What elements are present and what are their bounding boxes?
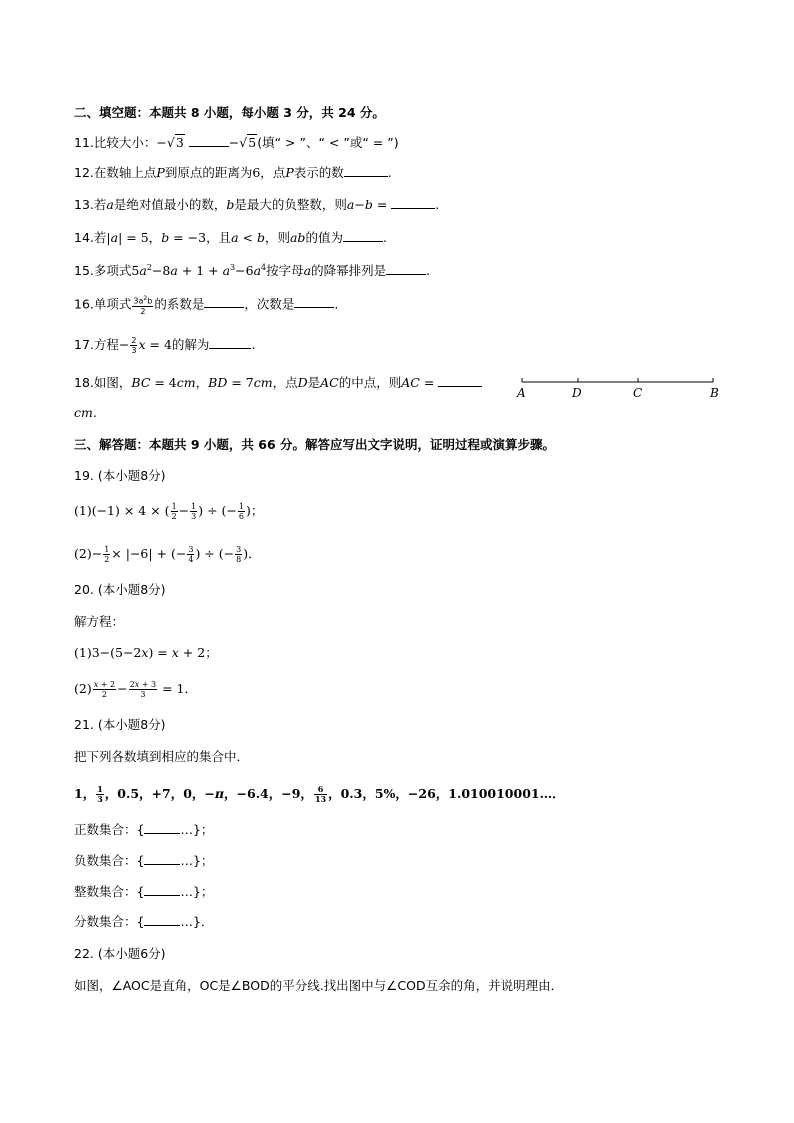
label-c: C <box>633 386 643 400</box>
fraction: $\frac{3}{8}$ <box>236 545 242 564</box>
answer-blank[interactable] <box>343 229 383 242</box>
question-17: 17.方程− $\frac{2}{3}$ x = 4的解为 . <box>74 336 256 355</box>
question-16: 16.单项式 $\frac{3a^2b}{2}$ 的系数是 ，次数是 . <box>74 295 339 316</box>
question-19-title: 19. (本小题8分) <box>74 468 166 483</box>
question-20-part-2: (2) $\frac{x + 2}{2}$ − $\frac{2x + 3}{3}$ = 1． <box>74 680 197 699</box>
fraction: $\frac{1}{2}$ <box>171 502 177 521</box>
fraction: $\frac{1}{3}$ <box>191 502 197 521</box>
answer-blank[interactable] <box>438 374 482 387</box>
fraction: $\frac{1}{3}$ <box>97 784 103 804</box>
question-20-part-1: (1)3−(5−2x) = x + 2； <box>74 645 218 660</box>
set-fraction: 分数集合：{ …}． <box>74 914 214 929</box>
question-20-title: 20. (本小题8分) <box>74 582 166 597</box>
set-negative: 负数集合：{ …}； <box>74 853 214 868</box>
question-21-numbers: 1， $\frac{1}{3}$ ，0.5，+7，0，−π，−6.4，−9， $\frac{6}{13}$ ，0.3，5%，−26，1.010010001…． <box>74 784 565 804</box>
answer-blank[interactable] <box>204 295 244 308</box>
fraction: $\frac{2x + 3}{3}$ <box>129 680 157 699</box>
section-heading-fill-blank: 二、填空题：本题共 8 小题，每小题 3 分，共 24 分。 <box>74 105 385 120</box>
question-15: 15.多项式$5a^2-8a + 1 + a^3-6a^4$按字母a的降幂排列是 . <box>74 263 431 279</box>
answer-blank[interactable] <box>144 913 180 926</box>
answer-blank[interactable] <box>294 295 334 308</box>
label-b: B <box>710 386 719 400</box>
label-d: D <box>572 386 582 400</box>
answer-blank[interactable] <box>386 262 426 275</box>
fraction: $\frac{1}{2}$ <box>104 545 110 564</box>
set-integer: 整数集合：{ …}； <box>74 884 214 899</box>
question-19-part-1: (1)(−1) × 4 × ( $\frac{1}{2}$ − $\frac{1}{3}$ ) ÷ (− $\frac{1}{6}$ )； <box>74 502 264 521</box>
question-21-intro: 把下列各数填到相应的集合中． <box>74 749 250 764</box>
fraction: $\frac{6}{13}$ <box>314 784 327 804</box>
answer-blank[interactable] <box>144 852 180 865</box>
answer-blank[interactable] <box>391 196 435 209</box>
answer-blank[interactable] <box>344 164 388 177</box>
answer-blank[interactable] <box>144 883 180 896</box>
question-22-text: 如图，∠AOC是直角，OC是∠BOD的平分线.找出图中与∠COD互余的角，并说明理由． <box>74 978 564 993</box>
fraction: $\frac{x + 2}{2}$ <box>93 680 116 699</box>
answer-blank[interactable] <box>144 821 180 834</box>
question-14: 14.若|a| = 5，b = −3，且a < b，则ab的值为 . <box>74 230 387 245</box>
question-21-title: 21. (本小题8分) <box>74 717 166 732</box>
question-22-title: 22. (本小题6分) <box>74 946 166 961</box>
question-13: 13.若a是绝对值最小的数，b是最大的负整数，则a−b = . <box>74 197 440 212</box>
number-line-figure <box>514 372 724 402</box>
label-a: A <box>517 386 526 400</box>
fraction: $\frac{2}{3}$ <box>131 336 137 355</box>
fraction: $\frac{1}{6}$ <box>238 502 244 521</box>
question-19-part-2: (2)− $\frac{1}{2}$ × |−6| + (− $\frac{3}{4}$ ) ÷ (− $\frac{3}{8}$ )． <box>74 545 261 564</box>
fraction: $\frac{3a^2b}{2}$ <box>133 295 153 316</box>
set-positive: 正数集合：{ …}； <box>74 822 214 837</box>
question-18: 18.如图，BC = 4cm，BD = 7cm，点D是AC的中点，则AC = <box>74 374 482 392</box>
question-12: 12.在数轴上点P到原点的距离为6，点P表示的数 . <box>74 165 392 180</box>
answer-blank[interactable] <box>189 134 229 147</box>
fraction: $\frac{3}{4}$ <box>188 545 194 564</box>
answer-blank[interactable] <box>209 336 251 349</box>
section-heading-solutions: 三、解答题：本题共 9 小题，共 66 分。解答应写出文字说明，证明过程或演算步骤。 <box>74 437 556 452</box>
question-20-intro: 解方程： <box>74 614 125 629</box>
question-11: 11.比较大小：−√3 −√5(填“ > ”、“ < ”或“ = ”) <box>74 135 399 150</box>
question-18-unit: cm. <box>74 405 97 420</box>
